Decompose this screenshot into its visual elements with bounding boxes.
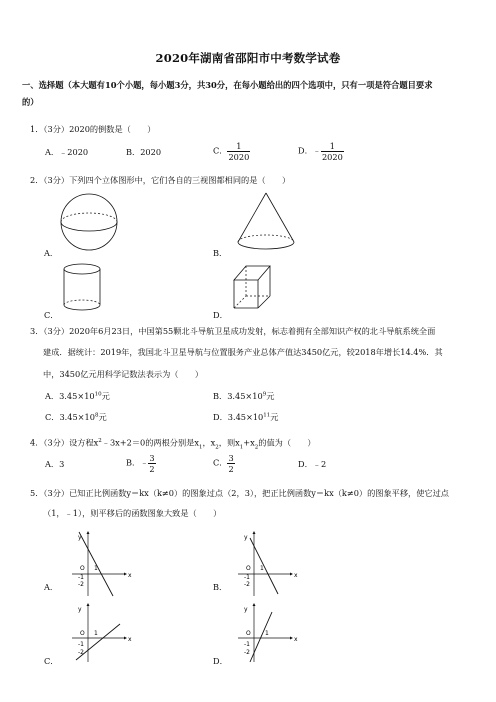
q5-option-d: D． bbox=[213, 656, 228, 666]
q3-option-d bbox=[213, 412, 278, 423]
q4-option-b-fraction bbox=[148, 453, 155, 474]
q5d-x-label: x bbox=[294, 636, 298, 643]
q5b-tick-neg1: -1 bbox=[244, 574, 250, 581]
question-3-line1: 3．（3分）2020年6月23日，中国第55颗北斗导航卫星成功发射，标志着拥有全部知识产权的北斗导航系统全面 bbox=[30, 326, 436, 336]
q3-option-c bbox=[45, 412, 107, 423]
q1-option-d-fraction bbox=[321, 141, 344, 162]
q4-b-numerator: 3 bbox=[149, 453, 155, 463]
q1-option-c-fraction bbox=[227, 141, 250, 162]
q4-c-numerator: 3 bbox=[228, 453, 234, 463]
q5-option-b: B． bbox=[213, 582, 228, 592]
q4-c-denominator: 2 bbox=[228, 464, 234, 474]
q5-graph-d bbox=[238, 602, 298, 664]
q3-a-unit: 元 bbox=[101, 391, 110, 401]
q5c-tick-neg2: -2 bbox=[78, 649, 84, 656]
q5-graph-c bbox=[72, 602, 132, 664]
page-title: 2020年湖南省邵阳市中考数学试卷 bbox=[155, 51, 341, 65]
q1-c-denominator: 2020 bbox=[228, 152, 250, 162]
q1-option-b: B．2020 bbox=[126, 147, 162, 157]
q5c-tick-neg1: -1 bbox=[78, 641, 84, 648]
question-3-line2: 建成．据统计：2019年，我国北斗卫星导航与位置服务产业总体产值达3450亿元，较2018年增长14.4%．其 bbox=[43, 347, 443, 357]
q1-option-d-prefix: D．﹣ bbox=[298, 145, 321, 156]
question-2-stem: 2．（3分）下列四个立体图形中，它们各自的三视图都相同的是（ ） bbox=[30, 175, 291, 185]
cone-figure bbox=[232, 190, 302, 256]
q1-d-numerator: 1 bbox=[321, 141, 344, 152]
q5b-origin: O bbox=[246, 565, 251, 572]
sphere-figure bbox=[55, 190, 125, 256]
q4-sub4: 2 bbox=[254, 444, 259, 451]
q5a-x-label: x bbox=[128, 572, 132, 579]
q5-graph-a bbox=[72, 530, 132, 596]
q2-option-c: C． bbox=[44, 310, 59, 320]
q4-stem-f: 的值为（ ） bbox=[258, 437, 316, 448]
q3-b-unit: 元 bbox=[266, 391, 275, 401]
q1-option-c-prefix: C． bbox=[213, 145, 228, 156]
q5-option-c: C． bbox=[44, 656, 59, 666]
triangular-prism-figure bbox=[230, 262, 290, 316]
q4-option-b-prefix: B．﹣ bbox=[126, 457, 149, 468]
q4-option-c-fraction bbox=[227, 453, 234, 474]
q2-option-a: A． bbox=[44, 248, 59, 258]
q2-option-d: D． bbox=[213, 310, 228, 320]
question-5-line2: （1，﹣1），则平移后的函数图象大致是（ ） bbox=[43, 508, 222, 518]
q4-stem-c: ，x bbox=[202, 437, 216, 448]
q4-stem-b: ﹣3x+2＝0的两根分别是x bbox=[101, 437, 199, 448]
q5a-tick-neg2: -2 bbox=[78, 581, 84, 588]
q4-sub2: 2 bbox=[215, 444, 219, 451]
q4-square: 2 bbox=[98, 438, 102, 444]
q3-c-base: C．3.45×10 bbox=[45, 412, 95, 422]
q3-option-a bbox=[45, 391, 110, 402]
q5b-y-label: y bbox=[244, 534, 248, 541]
q1-option-c bbox=[213, 141, 250, 162]
q1-c-numerator: 1 bbox=[227, 141, 250, 152]
q4-sub1: 1 bbox=[198, 444, 203, 451]
q3-c-unit: 元 bbox=[98, 412, 107, 422]
q5c-y-label: y bbox=[78, 606, 82, 613]
q4-option-a: A．3 bbox=[45, 459, 65, 469]
q5d-origin: O bbox=[246, 630, 251, 637]
question-5-line1: 5．（3分）已知正比例函数y＝kx（k≠0）的图象过点（2，3），把正比例函数y＝kx（k≠0）的图象平移，使它过点 bbox=[30, 488, 449, 498]
q4-option-d: D．﹣2 bbox=[298, 459, 327, 469]
q5c-origin: O bbox=[80, 630, 85, 637]
question-4-stem bbox=[30, 433, 470, 455]
q1-option-d bbox=[298, 141, 344, 162]
q3-d-base: D．3.45×10 bbox=[213, 412, 264, 422]
q1-d-denominator: 2020 bbox=[321, 152, 343, 162]
q5-option-a: A． bbox=[44, 582, 59, 592]
q5b-tick-1: 1 bbox=[260, 565, 264, 572]
section-heading-line1: 一、选择题（本大题有10个小题，每小题3分，共30分，在每小题给出的四个选项中，只有一项是符合题目要求 bbox=[22, 80, 433, 90]
question-1-stem: 1．（3分）2020的倒数是（ ） bbox=[30, 124, 156, 134]
q3-b-base: B．3.45×10 bbox=[213, 391, 263, 401]
q4-option-c-prefix: C． bbox=[213, 457, 228, 468]
cylinder-figure bbox=[60, 262, 120, 316]
q4-stem-d: ，则x bbox=[218, 437, 240, 448]
q3-a-base: A．3.45×10 bbox=[45, 391, 95, 401]
q5b-x-label: x bbox=[294, 572, 298, 579]
section-heading-line2: 的） bbox=[22, 97, 39, 107]
q5d-tick-neg1: -1 bbox=[244, 641, 250, 648]
q3-d-exponent: 11 bbox=[263, 412, 271, 419]
q4-b-denominator: 2 bbox=[149, 464, 155, 474]
q5c-x-label: x bbox=[128, 636, 132, 643]
q3-d-unit: 元 bbox=[270, 412, 279, 422]
q3-a-exponent: 10 bbox=[94, 391, 102, 398]
q4-sub3: 1 bbox=[239, 444, 244, 451]
q3-b-exponent: 9 bbox=[262, 391, 267, 398]
q5c-tick-1: 1 bbox=[94, 630, 98, 637]
q4-stem-a: 4．（3分）设方程x bbox=[30, 437, 99, 448]
q5d-tick-1: 1 bbox=[265, 630, 269, 637]
question-3-line3: 中，3450亿元用科学记数法表示为（ ） bbox=[43, 369, 204, 379]
q4-option-b bbox=[126, 453, 156, 474]
q5-graph-b bbox=[238, 530, 298, 596]
q4-stem-e: +x bbox=[243, 437, 255, 448]
q5a-tick-neg1: -1 bbox=[78, 574, 84, 581]
q5d-tick-neg2: -2 bbox=[244, 649, 250, 656]
q3-c-exponent: 8 bbox=[94, 412, 99, 419]
q5a-origin: O bbox=[80, 565, 85, 572]
q2-option-b: B． bbox=[213, 248, 228, 258]
q5a-tick-1: 1 bbox=[94, 565, 98, 572]
q5d-y-label: y bbox=[244, 606, 248, 613]
q5a-y-label: y bbox=[78, 534, 82, 541]
q3-option-b bbox=[213, 391, 274, 402]
q4-option-c bbox=[213, 453, 235, 474]
q5b-tick-neg2: -2 bbox=[244, 581, 250, 588]
q1-option-a: A．﹣2020 bbox=[45, 147, 89, 157]
